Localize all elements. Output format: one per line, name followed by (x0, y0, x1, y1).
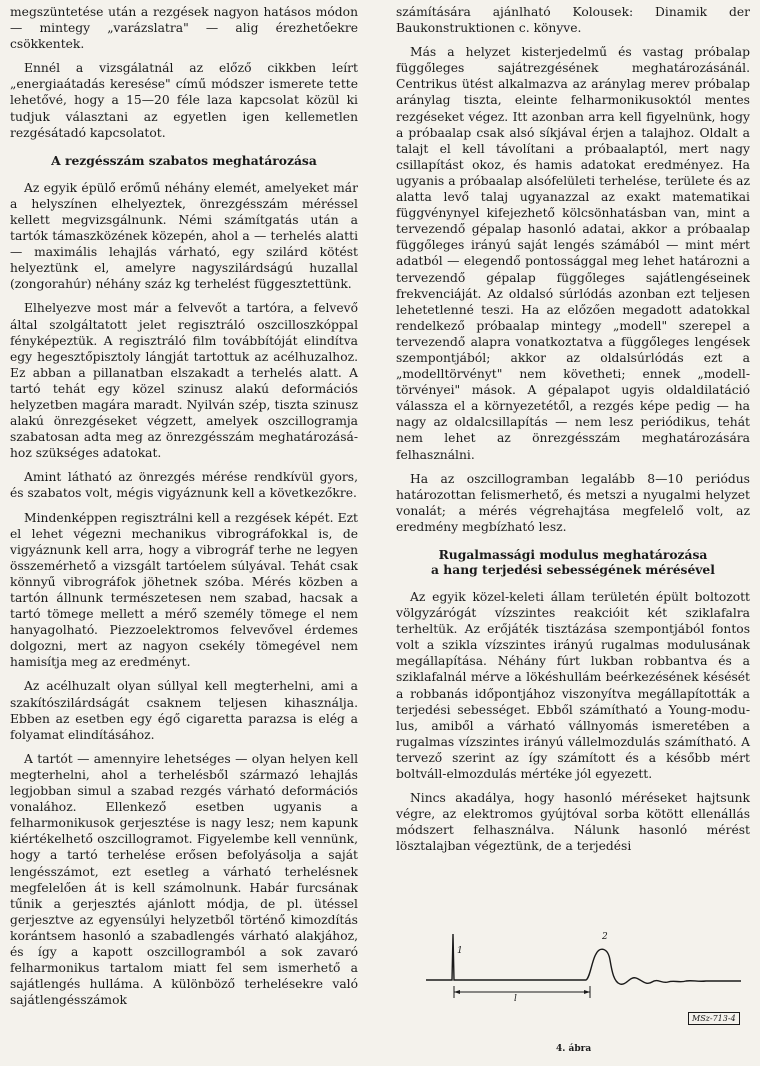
paragraph: Az egyik közel-keleti állam területén épült boltozott völgyzárógát vízszintes reakcióit két sziklafalra terheltük. Az erőjáték tisztázása szempontjából fontos volt a szikla vízszintes irányú rugalmas modulusának megállapítása. Néhány fúrt lukban robbantva és a sziklafalnál mérve a lökéshullám beérkezésének késését a robbanás időpontjához viszonyítva megállapították a terjedési sebességet. Ebből számítható a Young-modulus, amiből a várható vállnyomás ismeretében a rugalmas vízszintes irányú vállelmozdulás számítható. A tervező szerint az így számított és a később mért boltváll-elmozdulás mértéke jól egyezett. (396, 590, 750, 782)
paragraph: Az egyik épülő erőmű néhány elemét, amelyeket már a helyszínen elhelyeztek, önrezgésszám méréssel kellett megvizsgálnunk. Némi számítgatás után a tartók támaszközének közepén, ahol a — terhelés alatti — maximális lehajlás várható, egy szilárd kötést helyeztünk el, amelyre nagyszilárdságú huzallal (zongorahúr) néhány száz kg terhelést függesztettünk. (10, 180, 358, 292)
paragraph: Nincs akadálya, hogy hasonló méréseket hajtsunk végre, az elektromos gyújtóval sorba kötött ellenállás módszert felhasználva. Nálunk hasonló mérést lösztalajban végeztünk, de a terjedési (396, 791, 750, 854)
paragraph: Amint látható az önrezgés mérése rendkívül gyors, és szabatos volt, mégis vigyáznunk kell a következőkre. (10, 470, 358, 501)
figure-label: 1 (457, 946, 463, 956)
figure-stamp: MSz-713-4 (688, 1012, 740, 1025)
paragraph: Ennél a vizsgálatnál az előző cikkben leírt „energiaátadás keresése" című módszer ismerete tette lehetővé, hogy a 15—20 féle laza kapcsolat közül ki tudjuk választani az egyetlen igen kellemetlen rezgésátadó kapcsolatot. (10, 61, 358, 140)
paragraph: A tartót — amennyire lehetséges — olyan helyen kell megterhelni, ahol a terhelésből származó lehajlás legjobban simul a szabad rezgés várható deformációs vonalához. Ellenkező esetben ugyanis a felharmonikusok gerjesztése is nagy lesz; nem kapunk kiértékelhető oszcillogramot. Figyelembe kell vennünk, hogy a tartó terhelése erősen befolyásolja a saját lengésszámot, ezt esetleg a várható terhelésnek megfelelően át is kell számolnunk. Habár furcsának tűnik a gerjesztés ajánlott módja, de pl. ütéssel gerjesztve az egyensúlyi helyzetből történő kimozdítás korántsem hasonló a szabadlengés várható alakjához, és így a kapott oszcillogramból a sok zavaró felharmonikus tartalom miatt fel sem ismerhető a sajátlengés hulláma. A különböző terhelésekre való sajátlengésszámok (10, 751, 358, 1008)
paragraph: Más a helyzet kisterjedelmű és vastag próbalap függőleges sajátrezgésének meghatározásánál. Centrikus ütést alkalmazva az aránylag merev próbalap aránylag tiszta, eleinte felharmonikusoktól mentes rezgéseket végez. Itt azonban arra kell figyelnünk, hogy a próbaalap csak alsó síkjával érjen a talajhoz. Oldalt a talajt el kell távolítani a próbaalaptól, mert nagy csillapítást okoz, és hamis adatokat eredményez. Ha ugyanis a próbaalap alsófelületi terhelése, területe és az alatta levő talaj ugyanazzal az exakt matematikai függvénynyel kifejezhető kölcsönhatásban van, mint a tervezendő gépalap hasonló adatai, akkor a próbaalap függőleges irányú saját lengés számából — mint mért adatból — elegendő pontossággal meg lehet határozni a tervezendő gépalap függőleges sajátlengéseinek frekvenciáját. Az oldalsó súrlódás azonban ezt teljesen lehetetlenné teszi. Ha az előzően megadott adatokkal rendelkező próbaalap mintegy „modell" szerepel a tervezendő alapra vonatkoztatva a függőleges lengések szempontjából; akkor az oldalsúrlódás ezt a „modelltörvényt" nem követheti; ennek „modelltörvényei" mások. A gépalapot ugyis oldaldilatáció válassza el a környezetétől, a rezgés képe pedig — ha nagy az oldalcsillapítás — nem lesz periódikus, tehát nem lehet az önrezgésszám meghatározására felhasználni. (396, 45, 750, 462)
figure-label: l (514, 994, 517, 1004)
paragraph: Az acélhuzalt olyan súllyal kell megterhelni, ami a szakítószilárdságát csaknem teljesen kihasználja. Ebben az esetben egy égő cigaretta parazsa is elég a folyamat elindításához. (10, 679, 358, 742)
paragraph: Ha az oszcillogramban legalább 8—10 periódus határozottan felismerhető, és metszi a nyugalmi helyzet vonalát; a mérés végrehajtása megfelelő volt, az eredmény megbízható lesz. (396, 471, 750, 534)
right-column (396, 4, 750, 863)
oscillogram-trace (426, 934, 741, 984)
left-column (10, 4, 358, 1016)
section-heading (396, 547, 750, 577)
section-heading-line: a hang terjedési sebességének mérésével (431, 562, 715, 577)
section-heading: A rezgésszám szabatos meghatározása (51, 152, 317, 168)
figure-caption: 4. ábra (556, 1044, 592, 1054)
paragraph: Mindenképpen regisztrálni kell a rezgések képét. Ezt el lehet végezni mechanikus vibrográfokkal is, de vigyáznunk kell arra, hogy a vibrográf terhe ne legyen összemérhető a vizsgált tartóelem súlyával. Tehát csak könnyű vibrográfok jöhetnek szóba. Mérés közben a tartón állnunk természetesen nem szabad, hacsak a tartó tömege mellett a mérő személy tömege el nem hanyagolható. Piezzoelektromos felvevővel érdemes dolgozni, mert az nagyon csekély tömegével nem hamisítja meg az eredményt. (10, 510, 358, 670)
paragraph: számítására ajánlható Kolousek: Dinamik der Baukonstruktionen c. könyve. (396, 5, 750, 36)
dimension-arrow (454, 990, 460, 994)
paragraph: Elhelyezve most már a felvevőt a tartóra, a felvevő által szolgáltatott jelet regisztráló oszcilloszkóppal fényképeztük. A regisztráló film továbbítóját elindítva egy hegesztőpisztoly lángját tartottuk az acélhuzalhoz. Ez abban a pillanatban elszakadt a terhelés alatt. A tartó tehát egy közel szinusz alakú deformációs helyzetben magára maradt. Nyilván szép, tiszta szinusz alakú önrezgéseket végzett, amelyek oszcillogramja szabatosan adta meg az önrezgésszám meghatározásához szükséges adatokat. (10, 301, 358, 461)
oscillogram-figure (396, 920, 750, 1060)
section-heading-line: Rugalmassági modulus meghatározása (438, 547, 708, 562)
dimension-arrow (584, 990, 590, 994)
figure-label: 2 (602, 932, 608, 942)
paragraph: megszüntetése után a rezgések nagyon hatásos módon — mintegy „varázslatra" — alig érezhetőekre csökkentek. (10, 5, 358, 52)
